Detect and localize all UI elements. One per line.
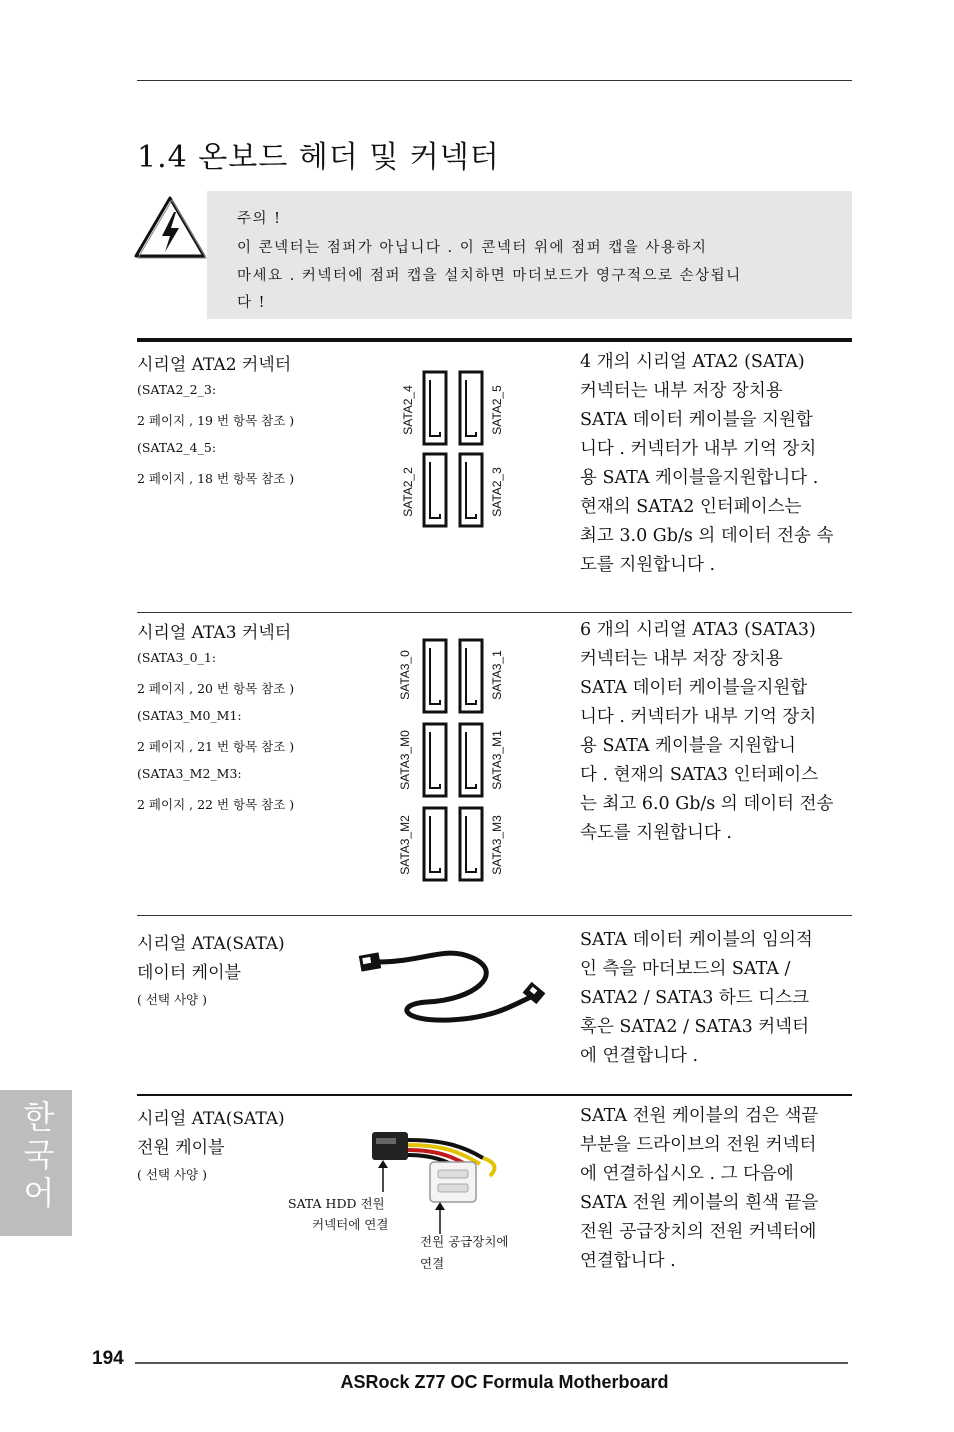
sata3-description [580,616,833,848]
page-number: 194 [92,1348,124,1369]
footer-title: ASRock Z77 OC Formula Motherboard [340,1372,669,1392]
sata3-label-m1: SATA3_M1 [490,730,504,790]
callout-psu-1: 전원 공급장치에 [420,1234,509,1249]
up-arrow-icon [376,1160,390,1192]
data-cable-desc-line: 에 연결합니다 . [580,1046,699,1066]
sata2-ref-3: (SATA2_4_5: [137,440,217,455]
power-cable-desc-line: SATA 전원 케이블의 검은 색끝 [580,1106,819,1126]
sata3-connector-diagram [420,636,490,882]
divider-2 [137,915,852,916]
power-cable-description [580,1102,818,1276]
callout-sata-hdd-2: 커넥터에 연결 [312,1217,389,1232]
data-cable-title-2: 데이터 케이블 [137,963,241,983]
footer-rule [135,1362,848,1364]
sata-power-cable-image [368,1118,518,1208]
sata3-label-m3: SATA3_M3 [490,815,504,875]
power-cable-desc-line: 전원 공급장치의 전원 커넥터에 [580,1222,817,1242]
data-cable-title-1: 시리얼 ATA(SATA) [137,934,285,954]
sata3-ref-6: 2 페이지 , 22 번 항목 참조 ) [137,797,295,812]
sata2-ref-4: 2 페이지 , 18 번 항목 참조 ) [137,471,295,486]
sata3-desc-line: 용 SATA 케이블을 지원합니 [580,736,796,756]
data-cable-note: ( 선택 사양 ) [137,992,207,1007]
sata3-ref-2: 2 페이지 , 20 번 항목 참조 ) [137,681,295,696]
sata3-label-m0: SATA3_M0 [398,730,412,790]
sata2-label-4: SATA2_4 [401,385,415,435]
sata3-label-0: SATA3_0 [398,650,412,700]
sata2-desc-line: 도를 지원합니다 . [580,555,716,575]
power-cable-title-2: 전원 케이블 [137,1138,225,1158]
language-tab-label: 한국어 [18,1100,56,1214]
sata-data-cable-image [355,940,550,1025]
section-title: 1.4 온보드 헤더 및 커넥터 [137,140,500,175]
power-cable-desc-line: 연결합니다 . [580,1251,676,1271]
sata3-ref-5: (SATA3_M2_M3: [137,766,242,781]
divider-1 [137,612,852,613]
sata2-desc-line: 최고 3.0 Gb/s 의 데이터 전송 속 [580,526,834,546]
sata2-title: 시리얼 ATA2 커넥터 [137,355,292,375]
caution-text-1: 이 콘넥터는 점퍼가 아닙니다 . 이 콘넥터 위에 점퍼 캡을 사용하지 [237,240,708,256]
sata2-desc-line: 현재의 SATA2 인터페이스는 [580,497,802,517]
sata3-title: 시리얼 ATA3 커넥터 [137,623,292,643]
caution-box [207,191,852,319]
caution-heading: 주의 ! [237,211,282,227]
sata2-desc-line: 커넥터는 내부 저장 장치용 [580,381,783,401]
top-rule [137,80,852,81]
sata3-desc-line: 다 . 현재의 SATA3 인터페이스 [580,765,819,785]
power-cable-note: ( 선택 사양 ) [137,1167,207,1182]
sata2-connector-diagram [420,368,490,530]
sata3-label-m2: SATA3_M2 [398,815,412,875]
callout-psu-2: 연결 [420,1256,445,1271]
sata2-description [580,348,833,580]
data-cable-desc-line: SATA 데이터 케이블의 임의적 [580,930,813,950]
caution-text-3: 다 ! [237,295,266,311]
sata3-desc-line: 는 최고 6.0 Gb/s 의 데이터 전송 [580,794,834,814]
power-cable-desc-line: SATA 전원 케이블의 흰색 끝을 [580,1193,819,1213]
section-rule [137,338,852,342]
sata2-ref-1: (SATA2_2_3: [137,382,217,397]
data-cable-desc-line: 혹은 SATA2 / SATA3 커넥터 [580,1017,809,1037]
callout-sata-hdd-1: SATA HDD 전원 [288,1196,385,1211]
sata2-desc-line: 4 개의 시리얼 ATA2 (SATA) [580,352,805,372]
sata2-label-3: SATA2_3 [490,467,504,517]
data-cable-desc-line: 인 측을 마더보드의 SATA / [580,959,791,979]
sata3-desc-line: 속도를 지원합니다 . [580,823,732,843]
sata2-ref-2: 2 페이지 , 19 번 항목 참조 ) [137,413,295,428]
sata3-desc-line: 니다 . 커넥터가 내부 기억 장치 [580,707,817,727]
sata3-desc-line: 6 개의 시리얼 ATA3 (SATA3) [580,620,816,640]
caution-text-2: 마세요 . 커넥터에 점퍼 캡을 설치하면 마더보드가 영구적으로 손상됩니 [237,268,742,284]
sata2-label-2: SATA2_2 [401,467,415,517]
language-side-tab [0,1090,72,1236]
power-cable-title-1: 시리얼 ATA(SATA) [137,1109,285,1129]
sata2-label-5: SATA2_5 [490,385,504,435]
sata3-label-1: SATA3_1 [490,650,504,700]
sata3-desc-line: SATA 데이터 케이블을지원합 [580,678,808,698]
up-arrow-icon [433,1202,447,1234]
divider-3 [137,1094,852,1096]
power-cable-desc-line: 에 연결하십시오 . 그 다음에 [580,1164,794,1184]
sata2-desc-line: 용 SATA 케이블을지원합니다 . [580,468,819,488]
power-cable-desc-line: 부분을 드라이브의 전원 커넥터 [580,1135,817,1155]
data-cable-description [580,926,813,1071]
sata2-desc-line: 니다 . 커넥터가 내부 기억 장치 [580,439,817,459]
sata3-ref-1: (SATA3_0_1: [137,650,217,665]
sata2-desc-line: SATA 데이터 케이블을 지원합 [580,410,813,430]
sata3-desc-line: 커넥터는 내부 저장 장치용 [580,649,783,669]
sata3-ref-3: (SATA3_M0_M1: [137,708,242,723]
warning-icon [132,192,208,260]
sata3-ref-4: 2 페이지 , 21 번 항목 참조 ) [137,739,295,754]
data-cable-desc-line: SATA2 / SATA3 하드 디스크 [580,988,809,1008]
